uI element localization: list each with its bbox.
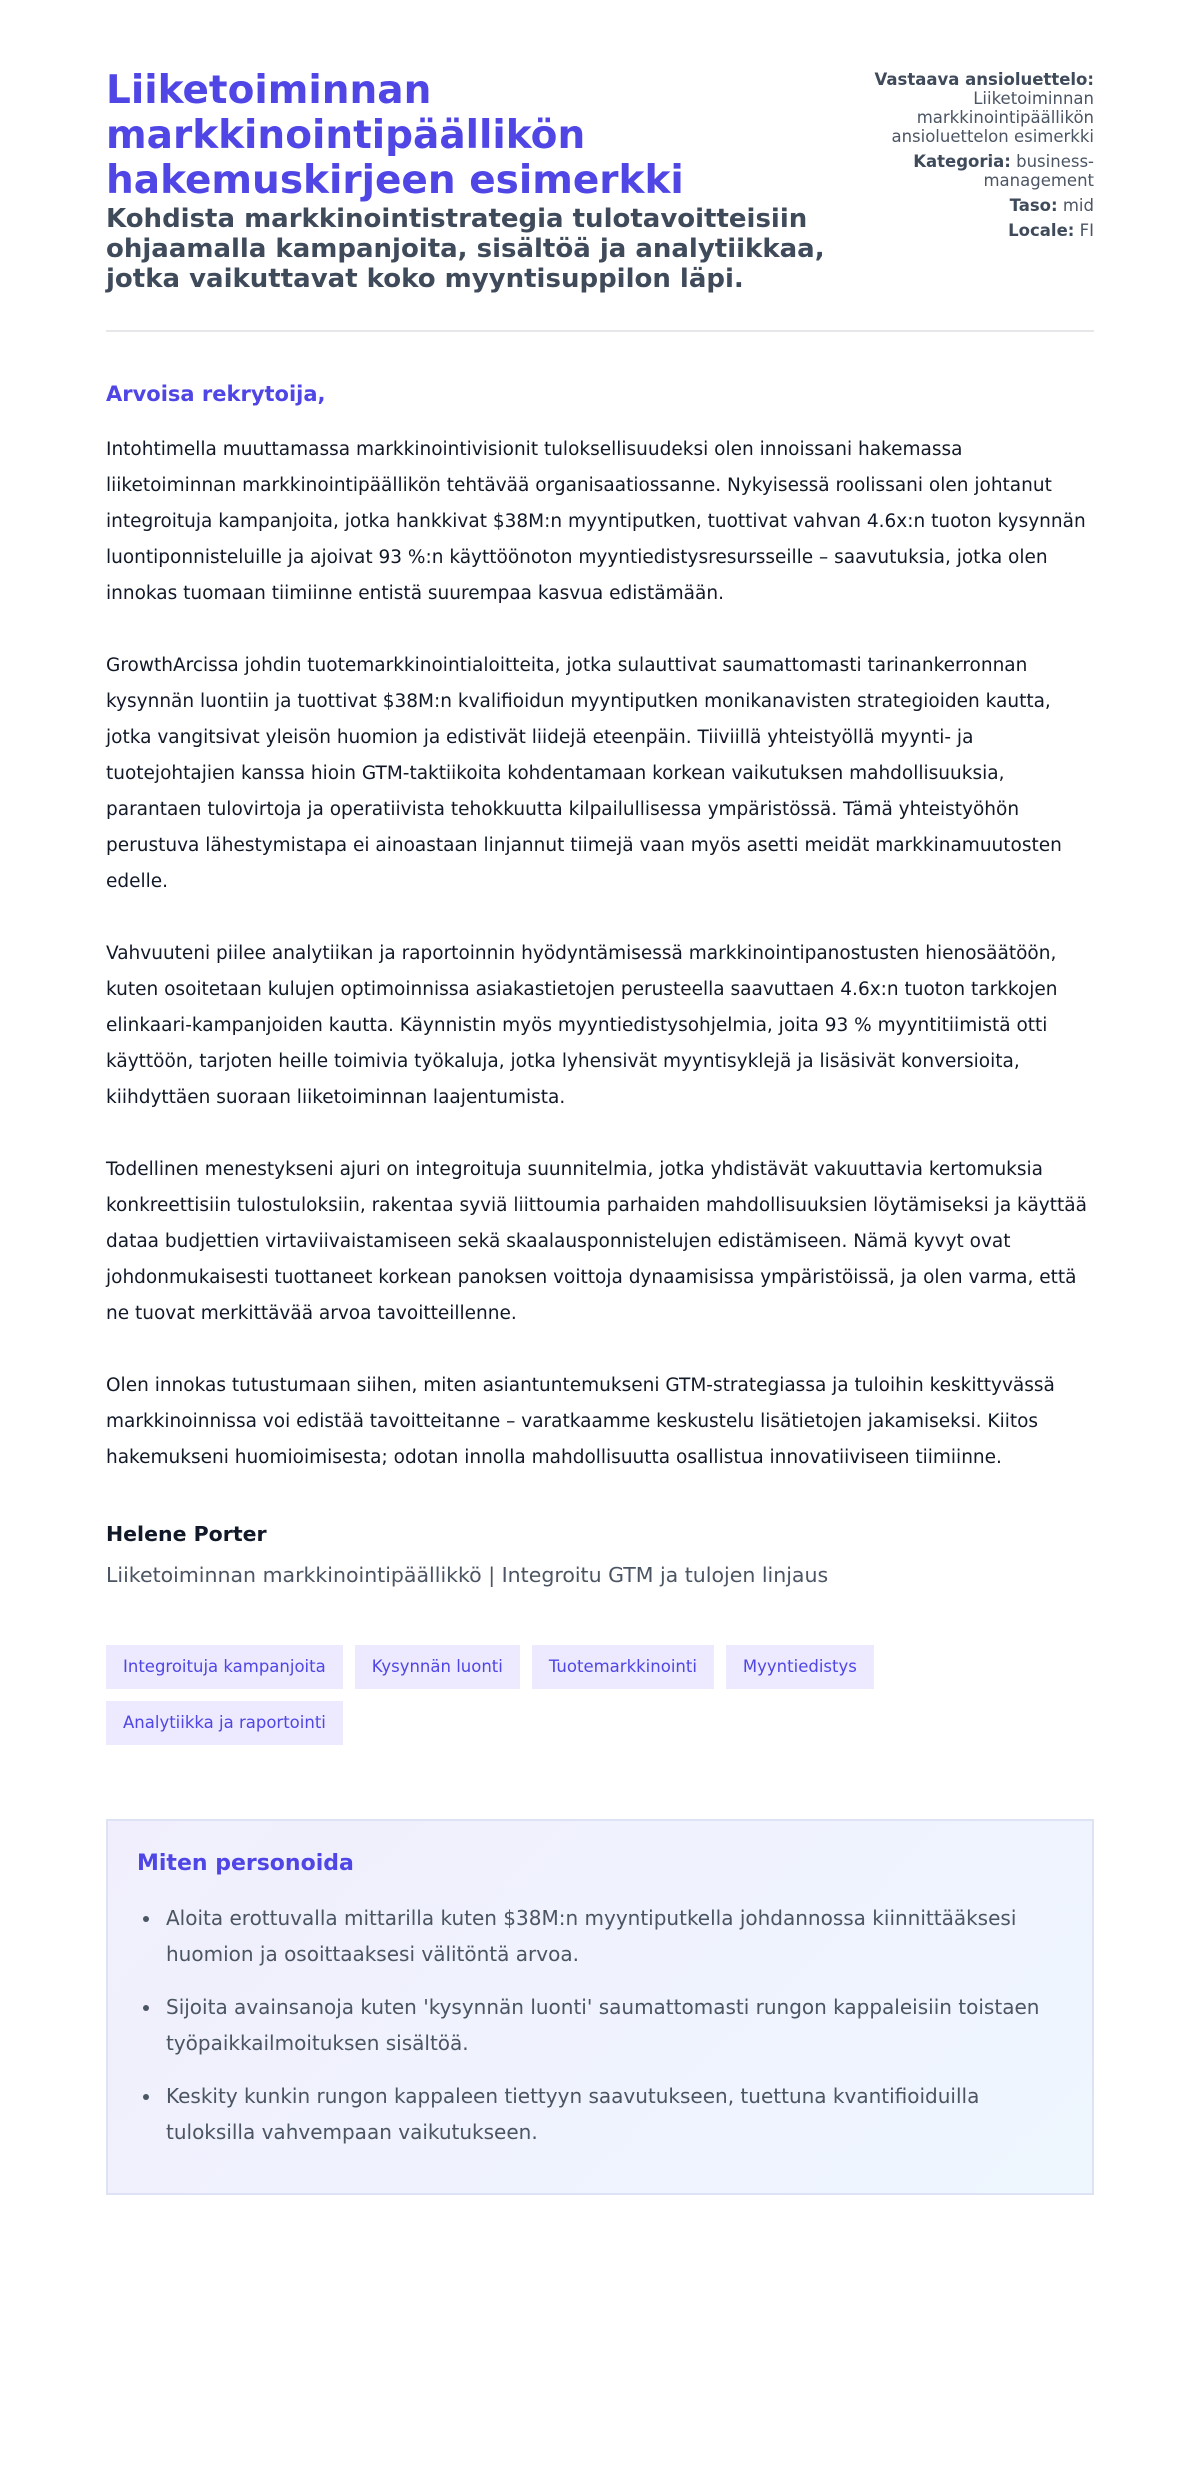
meta-locale-value: FI [1079,221,1094,240]
meta-resume-value: Liiketoiminnan markkinointipäällikön ansioluettelon esimerkki [891,89,1094,146]
tag: Analytiikka ja raportointi [106,1701,343,1745]
meta-category-label: Kategoria: [913,152,1011,171]
paragraph: GrowthArcissa johdin tuotemarkkinointialoitteita, jotka sulauttivat saumattomasti tarinankerronnan kysynnän luontiin ja tuottivat $38M:n kvalifioidun myyntiputken monikanavisten strategioiden kautta, jotka vangitsivat yleisön huomion ja edistivät liidejä eteenpäin. Tiiviillä yhteistyöllä myynti- ja tuotejohtajien kanssa hioin GTM-taktiikoita kohdentamaan korkean vaikutuksen mahdollisuuksia, parantaen tulovirtoja ja operatiivista tehokkuutta kilpailullisessa ympäristössä. Tämä yhteistyöhön perustuva lähestymistapa ei ainoastaan linjannut tiimejä vaan myös asetti meidät markkinamuutosten edelle. [106,655,1062,892]
tip-item: • Keskity kunkin rungon kappaleen tiettyyn saavutukseen, tuettuna kvantifioiduilla tuloksilla vahvempaan vaikutukseen. [162,2078,1063,2150]
skill-tags [106,1645,1006,1745]
letter-body [106,432,1094,1476]
tips-list [137,1900,1063,2150]
meta-resume-label: Vastaava ansioluettelo: [874,70,1094,89]
tag: Kysynnän luonti [355,1645,520,1689]
title-block [106,68,826,294]
divider [106,330,1094,332]
signature-title: Liiketoiminnan markkinointipäällikkö | Integroitu GTM ja tulojen linjaus [106,1563,829,1587]
signature-name: Helene Porter [106,1522,267,1546]
paragraph: Todellinen menestykseni ajuri on integroituja suunnitelmia, jotka yhdistävät vakuuttavia kertomuksia konkreettisiin tulostuloksiin, rakentaa syviä liittoumia parhaiden mahdollisuuksien löytämiseksi ja käyttää dataa budjettien virtaviivaistamiseen sekä skaalausponnistelujen edistämiseen. Nämä kyvyt ovat johdonmukaisesti tuottaneet korkean panoksen voittoja dynaamisissa ympäristöissä, ja olen varma, että ne tuovat merkittävää arvoa tavoitteillenne. [106,1159,1087,1324]
paragraph: Olen innokas tutustumaan siihen, miten asiantuntemukseni GTM-strategiassa ja tuloihin keskittyvässä markkinoinnissa voi edistää tavoitteitanne – varatkaamme keskustelu lisätietojen jakamiseksi. Kiitos hakemukseni huomioimisesta; odotan innolla mahdollisuutta osallistua innovatiiviseen tiimiinne. [106,1375,1055,1468]
tip-item: • Sijoita avainsanoja kuten 'kysynnän luonti' saumattomasti rungon kappaleisiin toistaen työpaikkailmoituksen sisältöä. [162,1989,1063,2061]
paragraph: Vahvuuteni piilee analytiikan ja raportoinnin hyödyntämisessä markkinointipanostusten hienosäätöön, kuten osoitetaan kulujen optimoinnissa asiakastietojen perusteella saavuttaen 4.6x:n tuoton tarkkojen elinkaari-kampanjoiden kautta. Käynnistin myös myyntiedistysohjelmia, joita 93 % myyntitiimistä otti käyttöön, tarjoten heille toimivia työkaluja, jotka lyhensivät myyntisyklejä ja lisäsivät konversioita, kiihdyttäen suoraan liiketoiminnan laajentumista. [106,943,1058,1108]
greeting: Arvoisa rekrytoija, [106,382,326,406]
paragraph: Intohtimella muuttamassa markkinointivisionit tuloksellisuudeksi olen innoissani hakemassa liiketoiminnan markkinointipäällikön tehtävää organisaatiossanne. Nykyisessä roolissani olen johtanut integroituja kampanjoita, jotka hankkivat $38M:n myyntiputken, tuottivat vahvan 4.6x:n tuoton kysynnän luontiponnisteluille ja ajoivat 93 %:n käyttöönoton myyntiedistysresursseille – saavutuksia, jotka olen innokas tuomaan tiimiinne entistä suurempaa kasvua edistämään. [106,439,1086,604]
page-subtitle: Kohdista markkinointistrategia tulotavoitteisiin ohjaamalla kampanjoita, sisältöä ja analytiikkaa, jotka vaikuttavat koko myyntisuppilon läpi. [106,204,825,294]
tag: Integroituja kampanjoita [106,1645,343,1689]
tip-item: • Aloita erottuvalla mittarilla kuten $38M:n myyntiputkella johdannossa kiinnittääksesi huomion ja osoittaaksesi välitöntä arvoa. [162,1900,1063,1972]
meta-category-value: business-management [983,152,1094,190]
meta-level-label: Taso: [1009,196,1058,215]
meta-category [834,152,1094,190]
meta-level-value: mid [1062,196,1094,215]
personalization-tips [106,1819,1094,2195]
meta-panel [834,68,1094,246]
tag: Myyntiedistys [726,1645,874,1689]
tips-title: Miten personoida [137,1851,354,1876]
meta-locale [834,221,1094,240]
tag: Tuotemarkkinointi [532,1645,714,1689]
meta-locale-label: Locale: [1008,221,1075,240]
header [106,68,1094,294]
meta-level [834,196,1094,215]
page-title: Liiketoiminnan markkinointipäällikön hakemuskirjeen esimerkki [106,68,684,203]
meta-resume [834,70,1094,146]
